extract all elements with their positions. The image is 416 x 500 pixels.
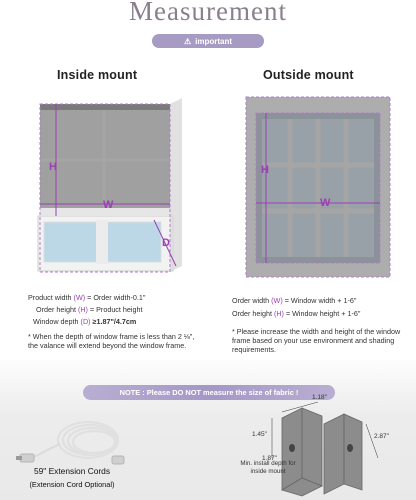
inside-note: * When the depth of window frame is less than 2 ⅛", the valance will extend beyond the window frame. bbox=[28, 332, 195, 350]
bracket-dim-width: 1.18" bbox=[312, 394, 327, 401]
note-banner: NOTE : Please DO NOT measure the size of fabric ! bbox=[83, 385, 335, 400]
outside-mount-illustration bbox=[244, 95, 394, 280]
important-label: important bbox=[195, 36, 233, 46]
cord-caption: 59" Extension Cords bbox=[33, 466, 111, 476]
outside-note: * Please increase the width and height of the window frame based on your use environment and shading requirements. bbox=[232, 327, 401, 354]
outside-w-label: W bbox=[320, 197, 331, 209]
inside-line-1: Product width (W) = Order width-0.1" bbox=[28, 293, 146, 302]
bracket-dim-length: 2.87" bbox=[374, 433, 389, 440]
inside-line-2: Order height (H) = Product height bbox=[36, 305, 143, 314]
inside-mount-heading: Inside mount bbox=[57, 68, 138, 82]
inside-mount-illustration bbox=[36, 96, 186, 276]
outside-h-label: H bbox=[261, 164, 269, 176]
inside-h-label: H bbox=[49, 161, 57, 173]
inside-line-3: Window depth (D) ≥1.87"/4.7cm bbox=[33, 317, 137, 326]
outside-line-2: Order height (H) = Window height + 1-6" bbox=[232, 309, 361, 318]
bracket-image bbox=[262, 398, 392, 498]
extension-cord-image bbox=[16, 408, 126, 468]
warning-icon: ⚠ bbox=[183, 36, 192, 46]
outside-mount-heading: Outside mount bbox=[263, 68, 354, 82]
important-badge bbox=[152, 34, 264, 48]
inside-d-label: D bbox=[162, 237, 170, 249]
bracket-dim-depth: 1.87" bbox=[262, 455, 277, 462]
cord-caption-optional: (Extension Cord Optional) bbox=[29, 480, 115, 489]
page-title: Measurement bbox=[129, 0, 287, 26]
bracket-note: Min. install depth for inside mount bbox=[240, 460, 296, 475]
outside-line-1: Order width (W) = Window width + 1-6" bbox=[232, 296, 357, 305]
bracket-dim-height: 1.45" bbox=[252, 431, 267, 438]
inside-w-label: W bbox=[103, 199, 114, 211]
